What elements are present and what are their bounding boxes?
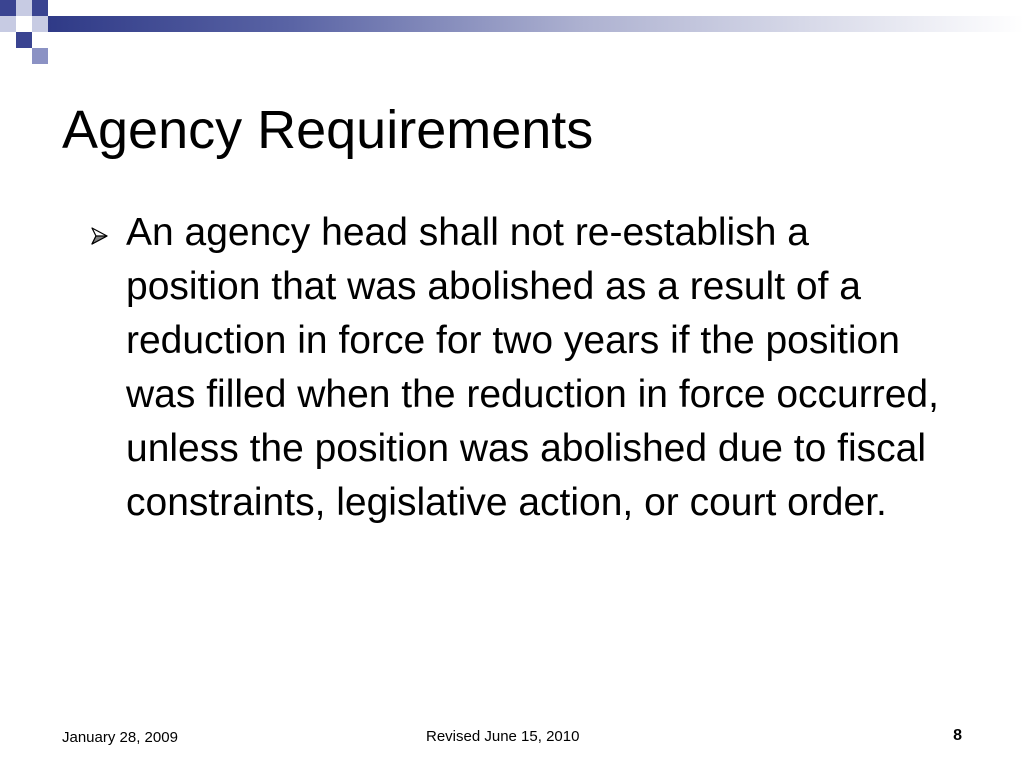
decor-square <box>32 0 48 16</box>
bullet-item <box>86 206 942 530</box>
footer-revised-date: Revised June 15, 2010 <box>426 728 580 745</box>
page-number: 8 <box>953 727 962 744</box>
decor-square <box>0 16 16 32</box>
footer-date: January 28, 2009 <box>62 729 178 746</box>
slide-title: Agency Requirements <box>62 100 594 160</box>
decor-square <box>16 32 32 48</box>
decor-square <box>32 48 48 64</box>
decor-square <box>0 0 16 16</box>
bullet-text: An agency head shall not re-establish a position that was abolished as a result of a reduction in force for two years if the position was filled when the reduction in force occurred, unless the position was abolished due to fiscal constraints, legislative action, or court order. <box>126 211 939 524</box>
arrow-bullet-icon <box>86 206 126 260</box>
header-gradient-bar <box>48 16 1024 32</box>
decor-square <box>32 16 48 32</box>
header-decoration <box>0 0 1024 64</box>
decor-square <box>16 0 32 16</box>
